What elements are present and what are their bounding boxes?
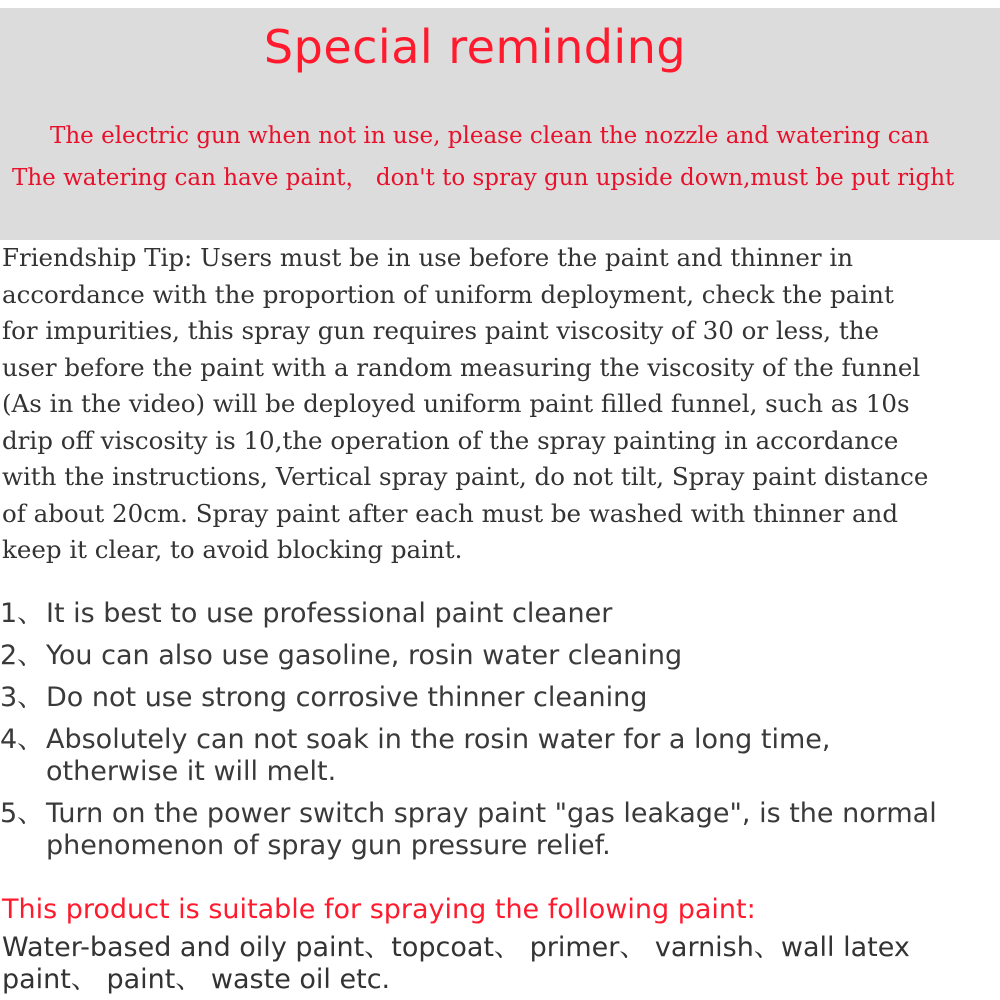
step-item-2 (0, 640, 1000, 672)
tip-line: for impurities, this spray gun requires paint viscosity of 30 or less, the (2, 316, 879, 345)
step-number: 1、 (0, 598, 45, 629)
tip-line: Friendship Tip: Users must be in use before the paint and thinner in (2, 243, 854, 272)
step-text-line: You can also use gasoline, rosin water cleaning (46, 640, 683, 671)
reminder-line-clean-nozzle: The electric gun when not in use, please clean the nozzle and watering can (50, 123, 930, 149)
tip-line: (As in the video) will be deployed uniform paint filled funnel, such as 10s (2, 389, 910, 418)
suitable-paint-heading: This product is suitable for spraying the following paint: (2, 894, 756, 925)
step-text (46, 724, 1000, 788)
reminder-title: Special reminding (263, 20, 687, 74)
step-number: 5、 (0, 798, 45, 829)
step-number: 3、 (0, 682, 45, 713)
step-text-line: otherwise it will melt. (46, 756, 337, 787)
step-text-line: Do not use strong corrosive thinner cleaning (46, 682, 648, 713)
reminder-line-keep-upright: The watering can have paint， don't to spray gun upside down,must be put right (12, 165, 955, 191)
tip-line: keep it clear, to avoid blocking paint. (2, 535, 463, 564)
step-item-1 (0, 598, 1000, 630)
friendship-tip-paragraph (2, 240, 998, 569)
step-item-4 (0, 724, 1000, 788)
step-number: 4、 (0, 724, 45, 755)
tip-line: accordance with the proportion of uniform deployment, check the paint (2, 279, 894, 309)
step-text (46, 798, 1000, 862)
cleaning-steps-list (0, 598, 1000, 872)
suitable-paint-line: paint、 paint、 waste oil etc. (2, 964, 391, 995)
suitable-paint-line: Water-based and oily paint、topcoat、 primer、 varnish、wall latex (2, 932, 910, 963)
step-item-5 (0, 798, 1000, 862)
tip-line: with the instructions, Vertical spray paint, do not tilt, Spray paint distance (2, 462, 929, 491)
step-text (46, 598, 1000, 630)
tip-line: user before the paint with a random measuring the viscosity of the funnel (2, 352, 921, 382)
step-text-line: Absolutely can not soak in the rosin water for a long time, (46, 724, 831, 755)
step-item-3 (0, 682, 1000, 714)
step-text (46, 640, 1000, 672)
suitable-paint-list (2, 932, 998, 996)
step-text (46, 682, 1000, 714)
step-text-line: Turn on the power switch spray paint "gas leakage", is the normal (46, 798, 937, 829)
special-reminding-box (0, 8, 1000, 240)
step-text-line: phenomenon of spray gun pressure relief. (46, 830, 611, 861)
step-number: 2、 (0, 640, 45, 671)
tip-line: of about 20cm. Spray paint after each must be washed with thinner and (2, 498, 899, 528)
tip-line: drip off viscosity is 10,the operation of the spray painting in accordance (2, 425, 899, 455)
step-text-line: It is best to use professional paint cleaner (46, 598, 613, 629)
